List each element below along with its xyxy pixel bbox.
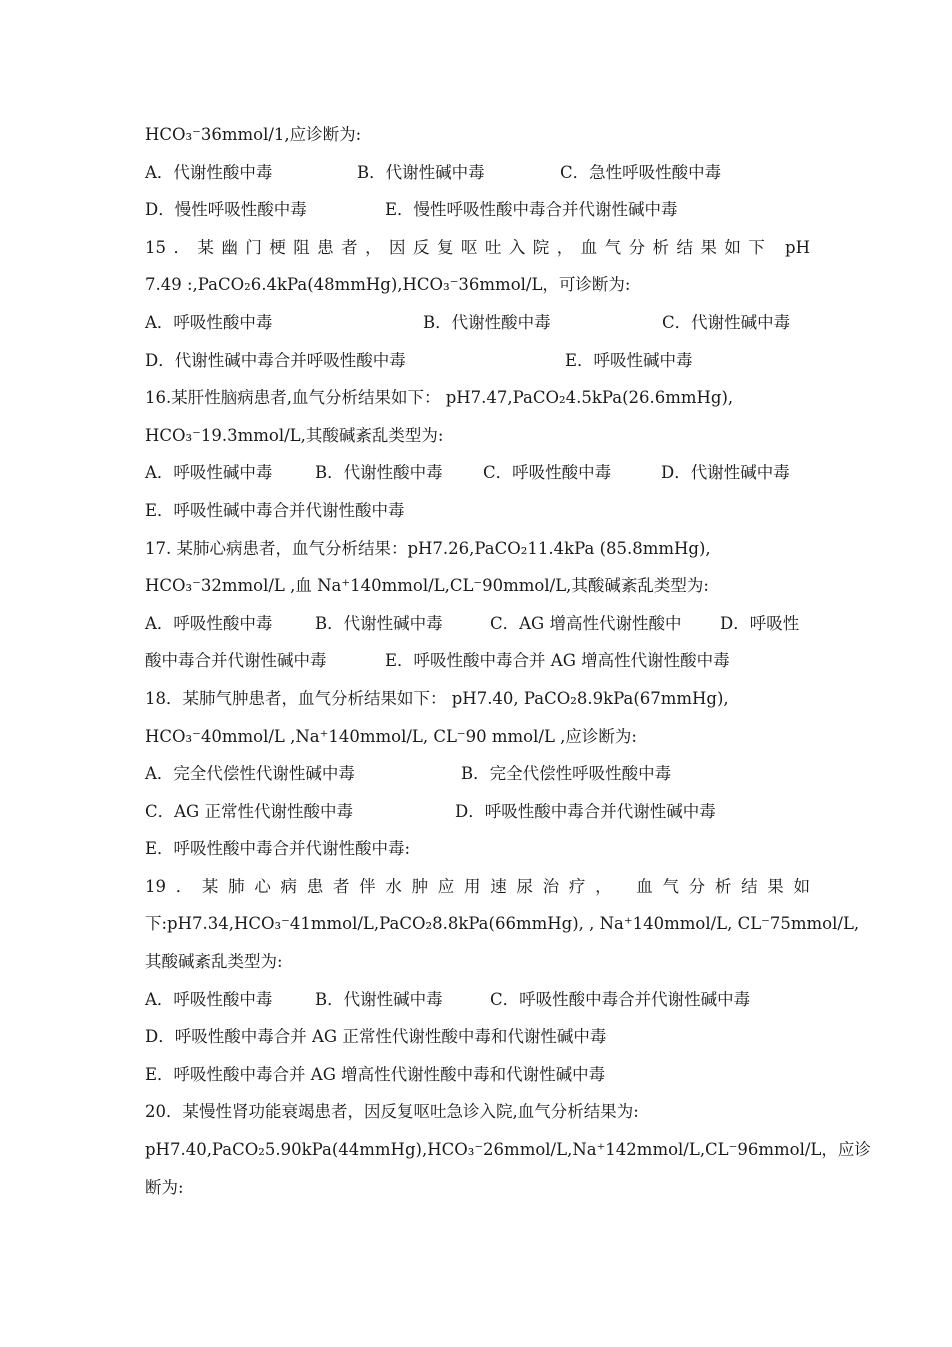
q19-option-d[interactable]: D．呼吸性酸中毒合并 AG 正常性代谢性酸中毒和代谢性碱中毒: [145, 1027, 607, 1047]
q14-option-b[interactable]: B．代谢性碱中毒: [357, 162, 485, 182]
q15-stem-line1: 15．某幽门梗阻患者，因反复呕吐入院，血气分析结果如下 pH: [145, 237, 810, 257]
q15-option-a[interactable]: A．呼吸性酸中毒: [145, 312, 273, 332]
q14-option-a[interactable]: A．代谢性酸中毒: [145, 162, 273, 182]
q19-options-row1: [145, 981, 810, 1019]
q16-stem-line1: 16.某肝性脑病患者,血气分析结果如下： pH7.47,PaCO₂4.5kPa(26.6mmHg),: [145, 388, 734, 408]
q16-options-row1: [145, 454, 810, 492]
q15-stem-line2: 7.49 :,PaCO₂6.4kPa(48mmHg),HCO₃⁻36mmol/L，可诊断为:: [145, 275, 631, 295]
q19-stem-line3: 其酸碱紊乱类型为:: [145, 952, 283, 972]
q17-option-d-start[interactable]: D．呼吸性: [720, 613, 800, 633]
q17-option-b[interactable]: B．代谢性碱中毒: [315, 613, 443, 633]
q19-option-c[interactable]: C．呼吸性酸中毒合并代谢性碱中毒: [490, 989, 751, 1009]
q16-option-d[interactable]: D．代谢性碱中毒: [661, 463, 790, 483]
q16-option-e[interactable]: E．呼吸性碱中毒合并代谢性酸中毒: [145, 500, 405, 520]
q15-option-c[interactable]: C．代谢性碱中毒: [662, 312, 791, 332]
q14-options-row1: [145, 154, 810, 192]
q20-stem-line1: 20．某慢性肾功能衰竭患者，因反复呕吐急诊入院,血气分析结果为:: [145, 1102, 639, 1122]
q16-option-b[interactable]: B．代谢性酸中毒: [315, 463, 443, 483]
q16-option-c[interactable]: C．呼吸性酸中毒: [483, 463, 612, 483]
document-page: [145, 116, 871, 1206]
q18-option-b[interactable]: B．完全代偿性呼吸性酸中毒: [461, 764, 672, 784]
q18-option-a[interactable]: A．完全代偿性代谢性碱中毒: [145, 764, 355, 784]
q18-stem-line2: HCO₃⁻40mmol/L ,Na⁺140mmol/L, CL⁻90 mmol/L ,应诊断为:: [145, 726, 637, 746]
q18-options-row2: [145, 793, 810, 831]
q15-options-row2: [145, 342, 810, 380]
q17-option-a[interactable]: A．呼吸性酸中毒: [145, 613, 273, 633]
q18-stem-line1: 18．某肺气肿患者，血气分析结果如下： pH7.40, PaCO₂8.9kPa(67mmHg),: [145, 688, 729, 708]
q14-option-c[interactable]: C．急性呼吸性酸中毒: [560, 162, 722, 182]
q17-stem-line2: HCO₃⁻32mmol/L ,血 Na⁺140mmol/L,CL⁻90mmol/L,其酸碱紊乱类型为:: [145, 576, 709, 596]
q19-option-a[interactable]: A．呼吸性酸中毒: [145, 989, 273, 1009]
q15-option-d[interactable]: D．代谢性碱中毒合并呼吸性酸中毒: [145, 350, 406, 370]
q16-option-a[interactable]: A．呼吸性碱中毒: [145, 463, 273, 483]
q18-option-e[interactable]: E．呼吸性酸中毒合并代谢性酸中毒:: [145, 839, 411, 859]
q18-option-c[interactable]: C．AG 正常性代谢性酸中毒: [145, 801, 353, 821]
q17-options-row1: [145, 605, 810, 643]
q17-option-e[interactable]: E．呼吸性酸中毒合并 AG 增高性代谢性酸中毒: [385, 651, 730, 671]
q19-option-e[interactable]: E．呼吸性酸中毒合并 AG 增高性代谢性酸中毒和代谢性碱中毒: [145, 1064, 606, 1084]
q16-stem-line2: HCO₃⁻19.3mmol/L,其酸碱紊乱类型为:: [145, 425, 444, 445]
q17-option-c[interactable]: C．AG 增高性代谢性酸中: [490, 613, 682, 633]
q20-stem-line2: pH7.40,PaCO₂5.90kPa(44mmHg),HCO₃⁻26mmol/L,Na⁺142mmol/L,CL⁻96mmol/L，应诊: [145, 1140, 871, 1160]
q19-stem-line1: 19．某肺心病患者伴水肿应用速尿治疗， 血气分析结果如: [145, 876, 810, 896]
q20-stem-line3: 断为:: [145, 1177, 184, 1197]
q14-options-row2: [145, 191, 810, 229]
q17-options-row2: [145, 642, 810, 680]
q18-option-d[interactable]: D．呼吸性酸中毒合并代谢性碱中毒: [455, 801, 716, 821]
q18-options-row1: [145, 755, 810, 793]
q15-option-e[interactable]: E．呼吸性碱中毒: [565, 350, 693, 370]
q14-stem-tail: HCO₃⁻36mmol/1,应诊断为:: [145, 125, 362, 144]
q17-stem-line1: 17. 某肺心病患者，血气分析结果：pH7.26,PaCO₂11.4kPa (85.8mmHg),: [145, 538, 711, 558]
q15-options-row1: [145, 304, 810, 342]
q14-option-d[interactable]: D．慢性呼吸性酸中毒: [145, 200, 307, 220]
q17-option-d-end[interactable]: 酸中毒合并代谢性碱中毒: [145, 651, 327, 671]
q19-stem-line2: 下:pH7.34,HCO₃⁻41mmol/L,PaCO₂8.8kPa(66mmHg), , Na⁺140mmol/L, CL⁻75mmol/L,: [145, 914, 860, 934]
q14-option-e[interactable]: E．慢性呼吸性酸中毒合并代谢性碱中毒: [385, 200, 678, 220]
q19-option-b[interactable]: B．代谢性碱中毒: [315, 989, 443, 1009]
q15-option-b[interactable]: B．代谢性酸中毒: [423, 312, 551, 332]
